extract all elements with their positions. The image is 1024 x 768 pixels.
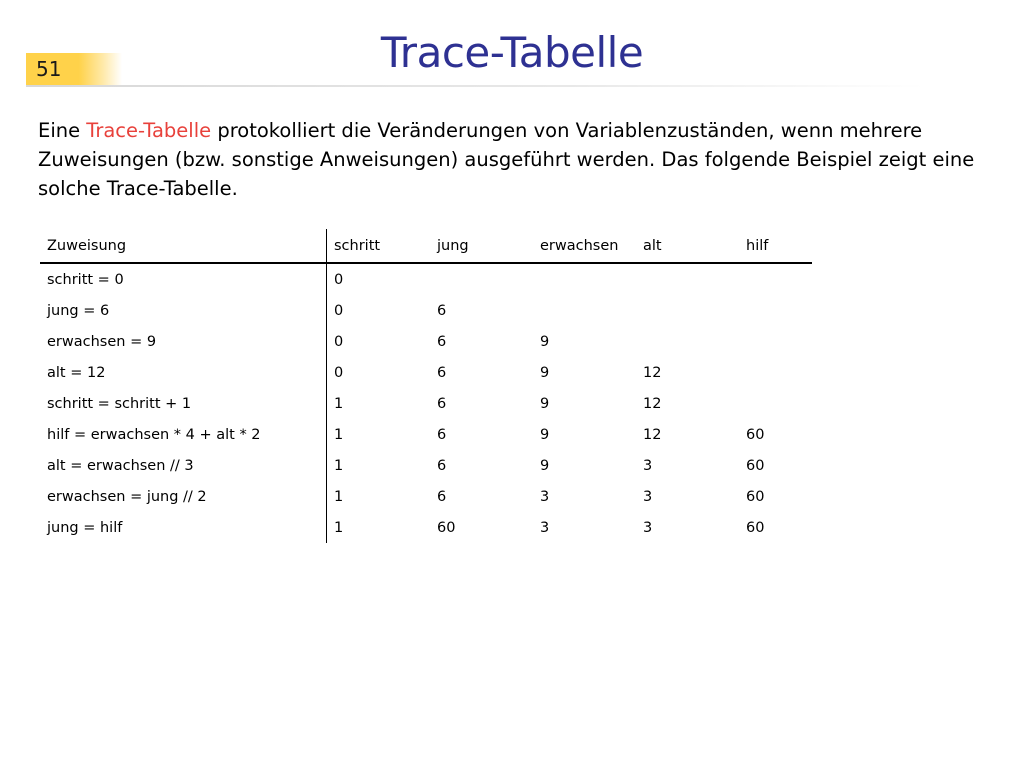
table-row xyxy=(40,450,812,481)
table-row xyxy=(40,326,812,357)
page-title: Trace-Tabelle xyxy=(380,28,644,77)
cell-schritt: 1 xyxy=(334,519,344,536)
trace-table xyxy=(40,229,812,543)
cell-zuweisung: erwachsen = jung // 2 xyxy=(40,481,327,512)
cell-alt: 12 xyxy=(643,426,662,443)
cell-hilf xyxy=(739,388,812,419)
cell-schritt: 1 xyxy=(334,395,344,412)
cell-jung: 6 xyxy=(437,302,447,319)
cell-schritt: 0 xyxy=(334,271,344,288)
table-row xyxy=(40,419,812,450)
cell-hilf xyxy=(739,263,812,295)
cell-jung: 60 xyxy=(437,519,456,536)
cell-alt xyxy=(636,326,739,357)
title-divider xyxy=(26,85,926,87)
intro-paragraph xyxy=(38,116,998,203)
cell-erwachsen: 9 xyxy=(540,457,550,474)
cell-schritt: 1 xyxy=(334,457,344,474)
header-zuweisung: Zuweisung xyxy=(40,229,327,263)
cell-alt: 3 xyxy=(643,488,653,505)
table-row xyxy=(40,295,812,326)
header-jung: jung xyxy=(430,229,533,263)
cell-erwachsen xyxy=(533,295,636,326)
intro-highlighted-term: Trace-Tabelle xyxy=(86,119,212,142)
cell-zuweisung: jung = 6 xyxy=(40,295,327,326)
header-schritt: schritt xyxy=(327,229,431,263)
cell-hilf: 60 xyxy=(746,457,765,474)
cell-zuweisung: hilf = erwachsen * 4 + alt * 2 xyxy=(40,419,327,450)
cell-zuweisung: alt = erwachsen // 3 xyxy=(40,450,327,481)
cell-hilf xyxy=(739,295,812,326)
cell-schritt: 1 xyxy=(334,488,344,505)
cell-alt: 3 xyxy=(643,519,653,536)
table-row xyxy=(40,357,812,388)
cell-jung: 6 xyxy=(437,333,447,350)
cell-hilf xyxy=(739,326,812,357)
header-erwachsen: erwachsen xyxy=(533,229,636,263)
table-row xyxy=(40,512,812,543)
cell-alt: 12 xyxy=(643,395,662,412)
table-row xyxy=(40,481,812,512)
cell-erwachsen xyxy=(533,263,636,295)
table-header-row xyxy=(40,229,812,263)
cell-alt xyxy=(636,295,739,326)
cell-erwachsen: 9 xyxy=(540,333,550,350)
cell-erwachsen: 3 xyxy=(540,519,550,536)
cell-zuweisung: jung = hilf xyxy=(40,512,327,543)
cell-hilf: 60 xyxy=(746,519,765,536)
cell-jung: 6 xyxy=(437,426,447,443)
slide-number: 51 xyxy=(36,57,62,81)
intro-text-after: protokolliert die Veränderungen von Variablenzuständen, wenn mehrere Zuweisungen (bzw. sonstige Anweisungen) ausgeführt werden. Das folgende Beispiel zeigt eine solche Trace-Tabelle. xyxy=(38,119,975,200)
cell-jung: 6 xyxy=(437,457,447,474)
cell-jung: 6 xyxy=(437,364,447,381)
cell-hilf: 60 xyxy=(746,426,765,443)
cell-alt: 3 xyxy=(643,457,653,474)
cell-erwachsen: 3 xyxy=(540,488,550,505)
cell-alt xyxy=(636,263,739,295)
cell-alt: 12 xyxy=(643,364,662,381)
cell-schritt: 0 xyxy=(334,364,344,381)
cell-schritt: 0 xyxy=(334,302,344,319)
cell-zuweisung: schritt = schritt + 1 xyxy=(40,388,327,419)
cell-zuweisung: alt = 12 xyxy=(40,357,327,388)
cell-hilf: 60 xyxy=(746,488,765,505)
header-alt: alt xyxy=(636,229,739,263)
cell-zuweisung: erwachsen = 9 xyxy=(40,326,327,357)
header-hilf: hilf xyxy=(739,229,812,263)
cell-jung: 6 xyxy=(437,488,447,505)
cell-hilf xyxy=(739,357,812,388)
cell-schritt: 1 xyxy=(334,426,344,443)
table-row xyxy=(40,388,812,419)
table-body xyxy=(40,263,812,543)
cell-jung xyxy=(430,263,533,295)
cell-jung: 6 xyxy=(437,395,447,412)
table-row xyxy=(40,263,812,295)
cell-erwachsen: 9 xyxy=(540,426,550,443)
cell-schritt: 0 xyxy=(334,333,344,350)
cell-erwachsen: 9 xyxy=(540,364,550,381)
intro-text-before: Eine xyxy=(38,119,87,142)
cell-erwachsen: 9 xyxy=(540,395,550,412)
cell-zuweisung: schritt = 0 xyxy=(40,263,327,295)
